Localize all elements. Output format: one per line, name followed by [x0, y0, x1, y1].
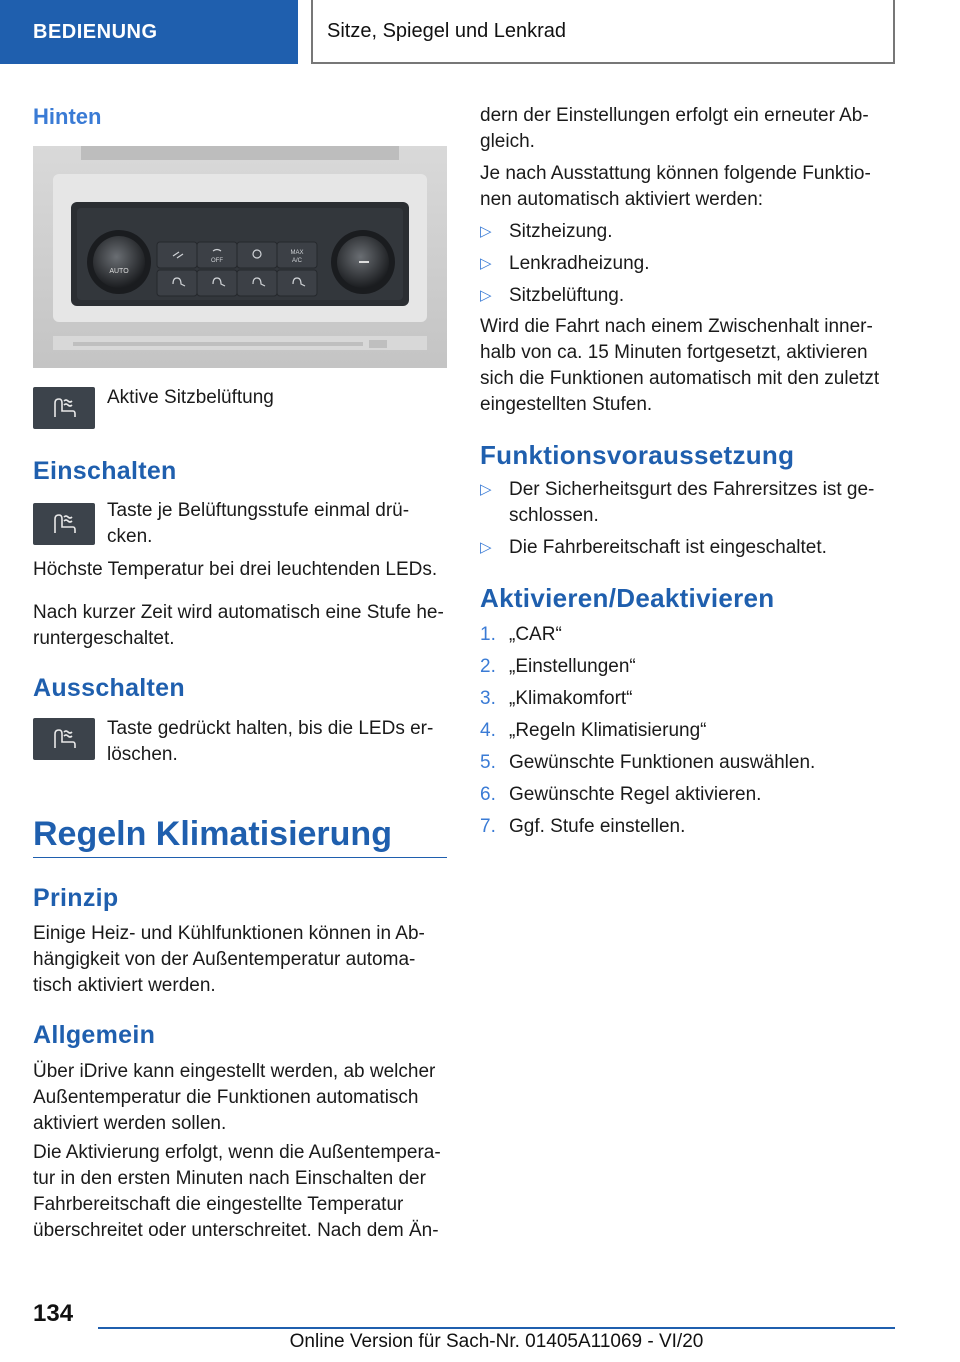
icon-caption: Aktive Sitzbelüftung — [107, 387, 274, 408]
ac-label: A/C — [291, 258, 303, 264]
step-number: 7. — [480, 816, 496, 837]
page-number: 134 — [33, 1300, 74, 1327]
bullet-triangle-icon: ▷ — [480, 481, 492, 498]
auto-label: AUTO — [109, 268, 129, 275]
bullet-triangle-icon: ▷ — [480, 255, 492, 272]
regeln-klimatisierung-heading: Regeln Klimatisierung — [33, 815, 392, 853]
chapter-title — [311, 0, 895, 64]
step-number: 2. — [480, 656, 496, 677]
allgemein-text-1: Über iDrive kann eingestellt werden, ab welcher Außentemperatur die Funktionen automatisch aktiviert werden sollen. — [33, 1061, 436, 1134]
ausschalten-text: Taste gedrückt halten, bis die LEDs er- löschen. — [107, 718, 434, 765]
rear-climate-panel-photo — [33, 146, 447, 368]
prinzip-text: Einige Heiz- und Kühlfunktionen können in Ab- hängigkeit von der Außentemperatur automa- tisch aktiviert werden. — [33, 923, 425, 996]
allgemein-text-2: Die Aktivierung erfolgt, wenn die Außentempera- tur in den ersten Minuten nach Einschalten der Fahrbereitschaft die eingestellte Temperatur überschreitet oder unterschreitet. Nach dem Än- — [33, 1142, 441, 1241]
list-item: ▷ Der Sicherheitsgurt des Fahrersitzes ist ge- schlossen. — [480, 479, 875, 526]
off-label: OFF — [211, 258, 223, 264]
continuation-text: dern der Einstellungen erfolgt ein erneuter Ab- gleich. — [480, 105, 869, 152]
aktivieren-deaktivieren-heading: Aktivieren/Deaktivieren — [480, 583, 775, 613]
bullet-triangle-icon: ▷ — [480, 287, 492, 304]
je-nach-ausstattung-text: Je nach Ausstattung können folgende Funktio- nen automatisch aktiviert werden: — [480, 163, 871, 210]
step-number: 3. — [480, 688, 496, 709]
heading-rule — [33, 857, 447, 858]
ausschalten-heading: Ausschalten — [33, 674, 185, 702]
bullet-triangle-icon: ▷ — [480, 539, 492, 556]
funktionsvoraussetzung-heading: Funktionsvoraussetzung — [480, 440, 795, 470]
step-number: 5. — [480, 752, 496, 773]
hinten-heading: Hinten — [33, 104, 102, 129]
einschalten-text: Taste je Belüftungsstufe einmal drü- cken. — [107, 500, 410, 547]
seat-ventilation-icon — [33, 387, 95, 429]
step-number: 1. — [480, 624, 496, 645]
chapter-label: Sitze, Spiegel und Lenkrad — [327, 19, 567, 42]
prinzip-heading: Prinzip — [33, 884, 119, 912]
section-label: BEDIENUNG — [33, 20, 158, 43]
max-label: MAX — [290, 250, 304, 256]
section-tab — [0, 0, 298, 64]
seat-ventilation-off-icon — [33, 718, 95, 760]
step-number: 4. — [480, 720, 496, 741]
seat-ventilation-button-icon — [33, 503, 95, 545]
wird-die-fahrt-text: Wird die Fahrt nach einem Zwischenhalt inner- halb von ca. 15 Minuten fortgesetzt, aktivieren sich die Funktionen automatisch mit den zuletzt eingestellten Stufen. — [480, 316, 880, 415]
einschalten-heading: Einschalten — [33, 457, 177, 485]
footer-rule — [98, 1327, 895, 1329]
footer-text: Online Version für Sach-Nr. 01405A11069 - VI/20 — [289, 1331, 704, 1352]
hoechste-temperatur-text: Höchste Temperatur bei drei leuchtenden LEDs. — [33, 559, 438, 580]
bullet-triangle-icon: ▷ — [480, 223, 492, 240]
allgemein-heading: Allgemein — [33, 1021, 156, 1049]
step-number: 6. — [480, 784, 496, 805]
nach-kurzer-zeit-text: Nach kurzer Zeit wird automatisch eine Stufe he- runtergeschaltet. — [33, 602, 444, 649]
